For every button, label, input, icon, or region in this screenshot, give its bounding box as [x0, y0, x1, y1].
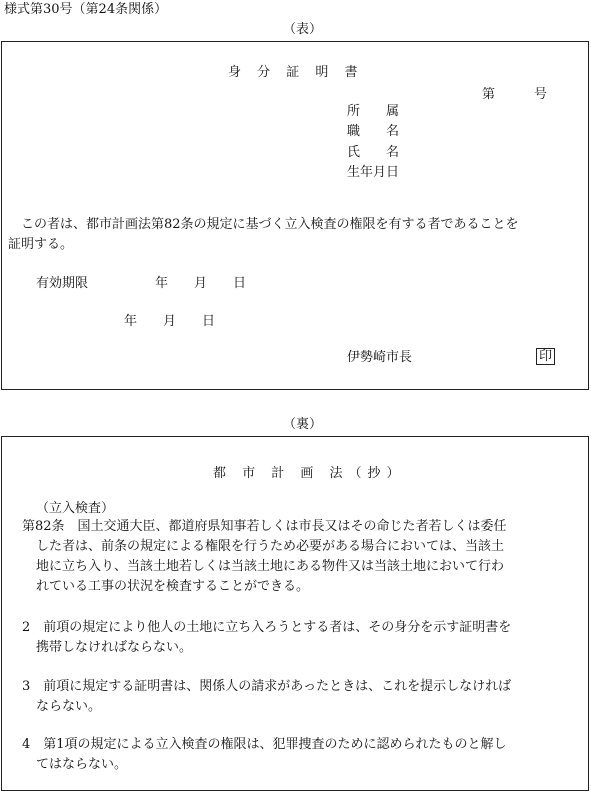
validity-label: 有効期限 [36, 276, 89, 291]
back-title: 都 市 計 画 法（抄） [213, 466, 406, 481]
field-position: 職 名 [347, 124, 400, 139]
front-caption: （表） [283, 22, 323, 37]
front-title: 身 分 証 明 書 [228, 65, 364, 80]
field-affiliation: 所 属 [347, 104, 400, 119]
seal-mark: 印 [536, 348, 555, 365]
field-birthdate: 生年月日 [347, 165, 400, 180]
paragraph-line: 携帯しなければならない。 [36, 640, 193, 655]
article-line: した者は、前条の規定による権限を行うため必要がある場合においては、当該土 [36, 539, 505, 554]
field-name: 氏 名 [347, 145, 400, 160]
article-82 [22, 517, 507, 597]
paragraph-line: てはならない。 [36, 757, 128, 772]
section-heading: （立入検査） [36, 501, 115, 516]
paragraph-line: 3 前項に規定する証明書は、関係人の請求があったときは、これを提示しなければ [22, 679, 512, 694]
certificate-number: 第 号 [482, 87, 548, 102]
paragraph-line: 2 前項の規定により他人の土地に立ち入ろうとする者は、その身分を示す証明書を [22, 620, 512, 635]
issue-date: 年 月 日 [124, 314, 216, 329]
form-label: 様式第30号（第24条関係） [4, 2, 168, 17]
front-body-line-2: 証明する。 [8, 237, 74, 252]
paragraph-line: ならない。 [36, 699, 102, 714]
paragraph-line: 4 第1項の規定による立入検査の権限は、犯罪捜査のために認められたものと解し [22, 737, 507, 752]
paragraph-3 [22, 677, 511, 717]
article-line: 地に立ち入り、当該土地若しくは当該土地にある物件又は当該土地において行わ [36, 559, 505, 574]
validity-date: 年 月 日 [155, 276, 247, 291]
paragraph-2 [22, 618, 511, 658]
front-body-line-1: この者は、都市計画法第82条の規定に基づく立入検査の権限を有する者であることを [21, 217, 519, 232]
back-caption: （裏） [283, 417, 323, 432]
article-line: れている工事の状況を検査することができる。 [36, 579, 310, 594]
paragraph-4 [22, 735, 507, 775]
article-line: 第82条 国土交通大臣、都道府県知事若しくは市長又はその命じた者若しくは委任 [22, 519, 507, 534]
issuer: 伊勢崎市長 [347, 350, 413, 365]
